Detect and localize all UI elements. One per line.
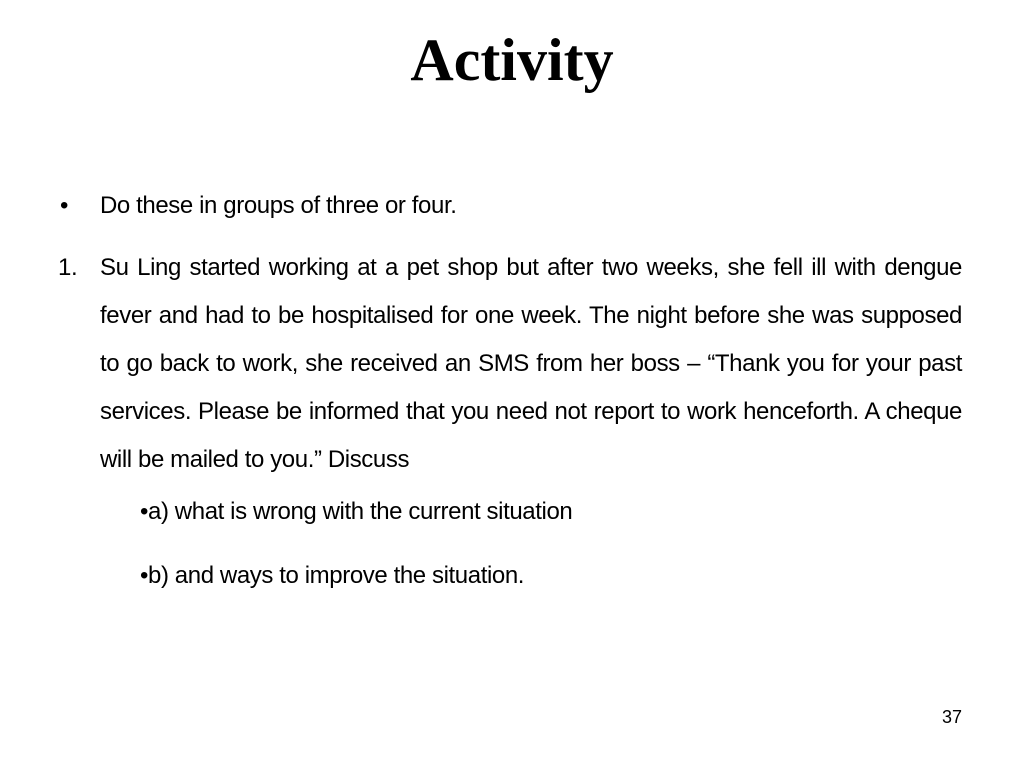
slide-title: Activity xyxy=(410,27,614,93)
bullet-item xyxy=(58,186,962,226)
page-number: 37 xyxy=(941,707,962,727)
bullet-marker: • xyxy=(60,192,69,219)
sub-list xyxy=(58,492,962,596)
numbered-item xyxy=(58,244,962,484)
number-marker: 1. xyxy=(58,254,78,281)
sub-item-b: •b) and ways to improve the situation. xyxy=(140,562,525,589)
slide-content xyxy=(58,186,962,620)
numbered-text: Su Ling started working at a pet shop but after two weeks, she fell ill with dengue fever and had to be hospitalised for one week. The night before she was supposed to go back to work, she received an SMS from her boss – “Thank you for your past services. Please be informed that you need not report to work henceforth. A cheque will be mailed to you.” Discuss xyxy=(100,254,962,473)
sub-item-a: •a) what is wrong with the current situation xyxy=(140,498,573,525)
bullet-text: Do these in groups of three or four. xyxy=(100,192,457,219)
